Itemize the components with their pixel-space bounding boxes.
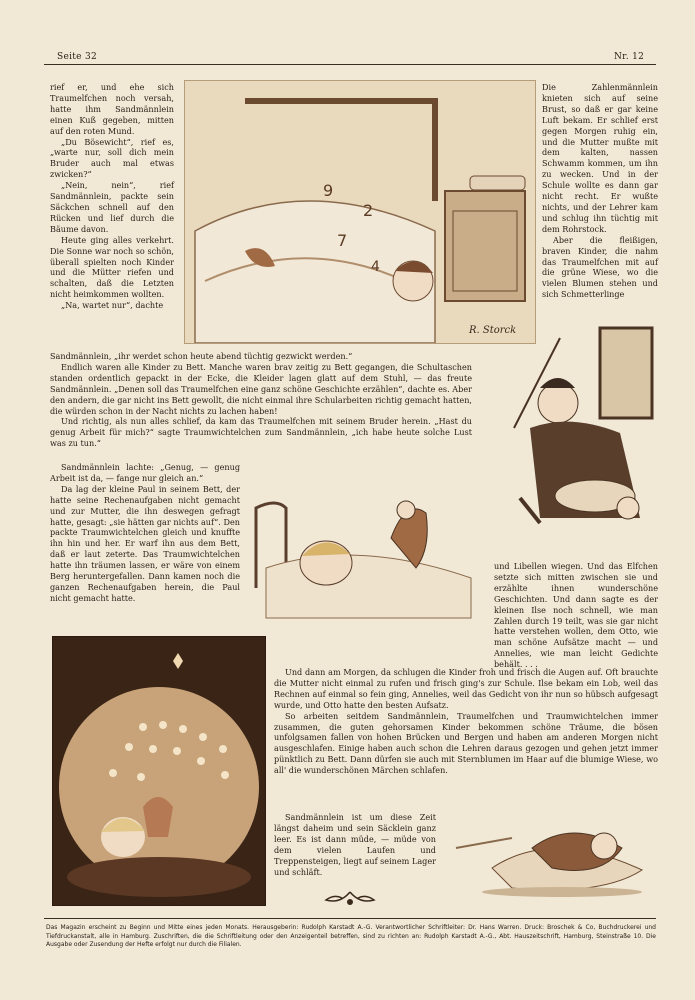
paragraph: „Du Bösewicht“, rief es, „warte nur, soll dich mein Bruder auch mal etwas zwicken?“ xyxy=(50,136,174,180)
bottom-text-block xyxy=(274,667,658,776)
paragraph: So arbeiten seitdem Sandmännlein, Traumelfchen und Traumwichtelchen immer zusammen, die guten gehorsamen Kinder bekommen schöne Träume, die bösen unfolgsamen fallen von hohen Brücken und Bergen und haben am anderen Morgen nicht ausgeschlafen. Einige haben auch schon die Lehren daraus gezogen und gehen jetzt immer pünktlich zu Bett. Dann dürfen sie auch mit Sternblumen im Haar auf die blumige Wiese, wo all' die wunderschönen Märchen schlafen. xyxy=(274,710,658,776)
left-column-middle xyxy=(50,462,240,604)
paragraph: Endlich waren alle Kinder zu Bett. Manche waren brav zeitig zu Bett gegangen, die Schultaschen standen ordentlich gepackt in der Ecke, die Kleider lagen glatt auf dem Stuhl, — das freute Sandmännlein. „Denen soll das Traumelfchen eine ganz schöne Geschichte erzählen“, dachte es. Aber den andern, die gar nicht ins Bett gewollt, die nicht einmal ihre Schularbeiten richtig gemacht hatten, die würden schon in der Nacht nichts zu lachen haben! xyxy=(50,361,472,416)
paragraph: Und richtig, als nun alles schlief, da kam das Traumelfchen mit seinem Bruder herein. „Hast du genug Arbeit für mich?“ sagte Traumwichtelchen zum Sandmännlein, „ich habe heute solche Lust was zu tun.“ xyxy=(50,416,472,449)
right-column-top xyxy=(542,82,658,300)
svg-text:4: 4 xyxy=(371,259,380,275)
paragraph: Sandmännlein, „ihr werdet schon heute abend tüchtig gezwickt werden.“ xyxy=(50,351,353,361)
paragraph: Sandmännlein lachte: „Genug, — genug Arbeit ist da, — fange nur gleich an.“ xyxy=(50,462,240,483)
illustration-signature: R. Storck xyxy=(469,325,517,336)
illustration-sleeping-child xyxy=(246,468,484,638)
paragraph: „Nein, nein“, rief Sandmännlein, packte sein Säckchen schnell auf den Rücken und lief durch die Bäume davon. xyxy=(50,180,174,234)
paragraph: Und dann am Morgen, da schlugen die Kinder froh und frisch die Augen auf. Oft brauchte die Mutter nicht einmal zu rufen und frisch ging's zur Schule. Ilse bekam ein Lob, weil das Rechnen auf einmal so fein ging, Annelies, weil das Gedicht von ihr nun so hübsch aufgesagt wurde, und Otto hatte den besten Aufsatz. xyxy=(274,667,658,710)
ornament-vignette xyxy=(318,888,382,910)
right-column-middle xyxy=(494,561,658,670)
issue-number: Nr. 12 xyxy=(614,52,645,62)
paragraph: und Libellen wiegen. Und das Elfchen setzte sich mitten zwischen sie und erzählte ihnen wunderschöne Geschichten. Und dann sagte es der kleinen Ilse noch schnell, wie man Zahlen durch 19 teilt, was sie gar nicht hatte verstehen wollen, dem Otto, wie man schöne Aufsätze macht — und Annelies, wie man leicht Gedichte behält. . . . xyxy=(494,561,658,670)
svg-text:7: 7 xyxy=(337,231,348,250)
illustration-sleeping-sandman xyxy=(452,808,658,900)
footer-rule xyxy=(44,918,656,919)
closing-paragraph xyxy=(274,812,436,877)
svg-text:2: 2 xyxy=(363,201,374,220)
paragraph: Aber die fleißigen, braven Kinder, die nahm das Traumelfchen mit auf die grüne Wiese, wo die vielen Blumen stehen und sich Schmetterlinge xyxy=(542,234,658,300)
svg-text:9: 9 xyxy=(323,181,334,200)
paragraph: rief er, und ehe sich Traumelfchen noch versah, hatte ihm Sandmännlein einen Kuß gegeben, mitten auf den roten Mund. xyxy=(50,82,174,136)
illustration-flower-meadow xyxy=(52,636,266,906)
paragraph: Da lag der kleine Paul in seinem Bett, der hatte seine Rechenaufgaben nicht gemacht und zur Mutter, die ihn deswegen gefragt hatte, gesagt: „sie hätten gar nichts auf“. Den packte Traumwichtelchen gleich und knuffte ihn hin und her. Er warf ihn aus dem Bett, daß er laut zeterte. Das Traumwichtelchen hatte ihn träumen lassen, er wäre von einem Berg heruntergefallen. Dann kamen noch die ganzen Rechenaufgaben herein, die Paul nicht gemacht hatte. xyxy=(50,483,240,603)
page-number: Seite 32 xyxy=(57,52,98,62)
illustration-teacher xyxy=(500,318,656,544)
header-rule xyxy=(44,64,656,65)
paragraph: Heute ging alles verkehrt. Die Sonne war noch so schön, überall spielten noch Kinder und die Mütter riefen und schalten, daß die Letzten nicht heimkommen wollten. xyxy=(50,234,174,300)
illustration-bed-numbers xyxy=(184,80,536,344)
paragraph: Sandmännlein ist um diese Zeit längst daheim und sein Säcklein ganz leer. Es ist dann müde, — müde von dem vielen Laufen und Treppensteigen, liegt auf seinem Lager und schläft. xyxy=(274,812,436,877)
paragraph: Die Zahlenmännlein knieten sich auf seine Brust, so daß er gar keine Luft bekam. Er schlief erst gegen Morgen ruhig ein, und die Mutter mußte mit dem kalten, nassen Schwamm kommen, um ihn zu wecken. Und in der Schule wollte es dann gar nicht recht. Er wußte nichts, und der Lehrer kam und schlug ihn tüchtig mit dem Rohrstock. xyxy=(542,82,658,234)
paragraph: „Na, wartet nur“, dachte xyxy=(61,300,164,311)
imprint-footer: Das Magazin erscheint zu Beginn und Mitte eines jeden Monats. Herausgeberin: Rudolph Karstadt A.-G. Verantwortlicher Schriftleiter: Dr. Hans Warren. Druck: Broschek & Co, Buchdruckerei und Tiefdruckanstalt, alle in Hamburg. Zuschriften, die die Schriftleitung oder den Anzeigenteil betreffen, sind zu richten an: Rudolph Karstadt A.-G., Abt. Hauszeitschrift, Hamburg, Steinstraße 10. Die Ausgabe oder Zusendung der Hefte erfolgt nur durch die Filialen. xyxy=(46,924,656,949)
left-column-top xyxy=(50,82,174,311)
middle-text-block xyxy=(50,351,472,449)
